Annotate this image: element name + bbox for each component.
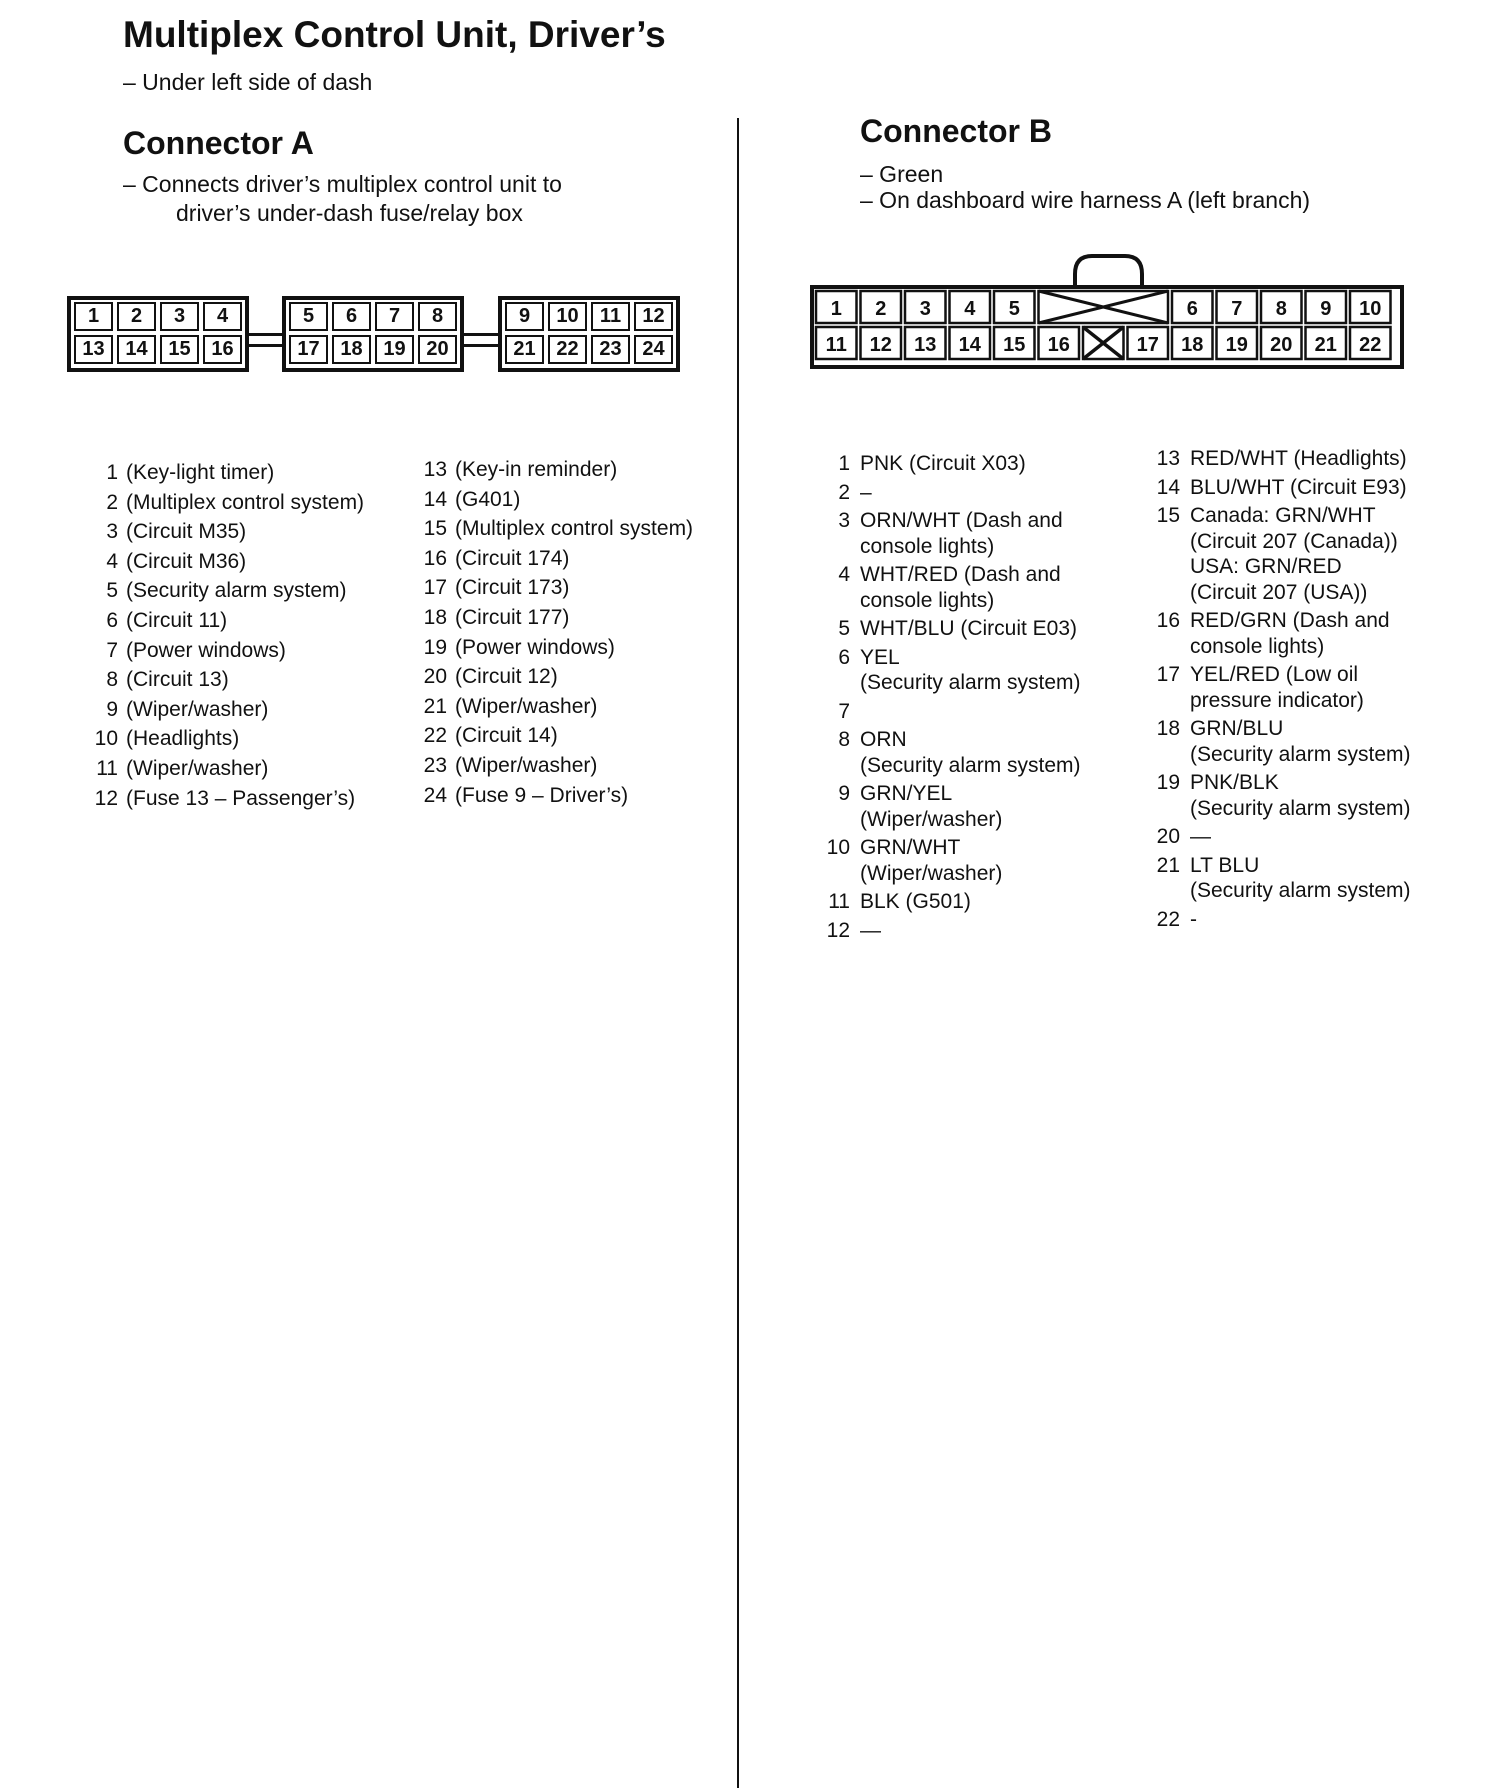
pin-number: 19 — [423, 635, 447, 659]
connector-b-pin-item — [820, 727, 1081, 778]
connector-a-pin-item — [422, 662, 693, 692]
pin-description — [1190, 662, 1364, 713]
pin-description-line: (Circuit 207 (Canada)) — [1190, 529, 1398, 553]
pin-description-line: console lights) — [1190, 634, 1325, 658]
connector-b-pin-item — [820, 699, 1081, 725]
pin-description — [860, 480, 872, 506]
connector-b-pin-label-18: 18 — [1181, 334, 1204, 356]
connector-b-pin-label-16: 16 — [1047, 334, 1070, 356]
pin-number: 7 — [838, 699, 850, 723]
pin-number: 8 — [838, 728, 850, 751]
column-divider — [737, 118, 739, 1788]
connector-a-pin-item — [93, 488, 364, 518]
pin-description: (Circuit 174) — [455, 546, 570, 570]
connector-a-pin-item — [93, 724, 364, 754]
pin-description — [860, 616, 1077, 642]
connector-a-pin-item — [93, 606, 364, 636]
connector-a-pin-1: 1 — [74, 302, 113, 331]
pin-description-line: (Circuit 207 (USA)) — [1190, 580, 1368, 604]
connector-b-pin-label-5: 5 — [1008, 298, 1020, 320]
pin-description — [860, 699, 866, 725]
connector-b-pin-label-1: 1 — [830, 298, 842, 320]
connector-a-pin-item — [422, 692, 693, 722]
pin-description-line: console lights) — [860, 588, 995, 612]
pin-description — [1190, 475, 1407, 501]
connector-b-pin-item — [1150, 503, 1411, 605]
pin-description-line: — — [860, 918, 881, 942]
pin-description — [860, 451, 1026, 477]
connector-a-description-line2: driver’s under-dash fuse/relay box — [176, 200, 523, 226]
connector-a-pin-13: 13 — [74, 335, 113, 364]
connector-b-pin-item — [820, 645, 1081, 696]
pin-description-line: (Security alarm system) — [860, 671, 1081, 694]
connector-b-pin-item — [1150, 907, 1411, 933]
pin-number: 2 — [838, 480, 850, 504]
pin-number: 9 — [838, 782, 850, 805]
connector-a-pin-item — [93, 517, 364, 547]
pin-description-line: (Wiper/washer) — [860, 861, 1003, 885]
pin-description: (Wiper/washer) — [455, 694, 598, 718]
connector-a-pin-item — [422, 721, 693, 751]
pin-description-line: YEL — [860, 645, 900, 669]
connector-b-pin-item — [820, 835, 1081, 886]
connector-a-pin-21: 21 — [505, 335, 544, 364]
connector-b-pin-label-2: 2 — [875, 298, 887, 320]
pin-description-line: PNK (Circuit X03) — [860, 452, 1026, 475]
connector-a-pin-23: 23 — [591, 335, 630, 364]
connector-a-pin-item — [93, 547, 364, 577]
connector-b-svg — [810, 250, 1410, 370]
connector-b-heading: Connector B — [860, 113, 1052, 149]
pin-description: (Wiper/washer) — [455, 753, 598, 777]
connector-a-pin-11: 11 — [591, 302, 630, 331]
connector-b-pin-label-21: 21 — [1314, 334, 1337, 356]
pin-description-line: console lights) — [860, 534, 995, 558]
pin-number: 21 — [1156, 853, 1180, 877]
pin-description — [1190, 503, 1398, 605]
pin-description: (Circuit M35) — [126, 520, 247, 544]
connector-b-pin-label-8: 8 — [1275, 298, 1287, 320]
connector-a-pin-item — [93, 665, 364, 695]
connector-a-pin-3: 3 — [160, 302, 199, 331]
connector-a-pin-7: 7 — [375, 302, 414, 331]
pin-description-line: pressure indicator) — [1190, 688, 1364, 712]
connector-b-pin-item — [820, 781, 1081, 832]
connector-a-pin-list-right — [422, 455, 693, 810]
pin-number: 21 — [423, 694, 447, 718]
pin-number: 6 — [838, 645, 850, 669]
pin-description: (Circuit 11) — [126, 608, 228, 632]
connector-a-pin-item — [93, 695, 364, 725]
pin-number: 10 — [94, 727, 118, 751]
pin-number: 9 — [106, 697, 118, 721]
pin-number: 20 — [423, 665, 447, 689]
pin-number: 8 — [106, 668, 118, 692]
connector-a-pin-20: 20 — [418, 335, 457, 364]
pin-number: 7 — [106, 638, 118, 662]
connector-b-pin-label-22: 22 — [1359, 334, 1382, 356]
pin-description-line: BLU/WHT (Circuit E93) — [1190, 475, 1407, 499]
pin-description-line: (Security alarm system) — [1190, 742, 1411, 766]
pin-description: (Circuit 177) — [455, 605, 570, 629]
connector-b-pin-item — [1150, 853, 1411, 904]
connector-b-pin-label-6: 6 — [1186, 298, 1198, 320]
pin-description: (Power windows) — [126, 638, 286, 662]
connector-b-lock-tab — [1075, 256, 1142, 287]
connector-a-pin-item — [93, 458, 364, 488]
connector-b-pin-item — [1150, 446, 1411, 472]
pin-description: (Fuse 13 – Passenger’s) — [126, 786, 356, 810]
pin-number: 4 — [106, 549, 118, 573]
pin-number: 23 — [423, 753, 447, 777]
pin-description-line: (Security alarm system) — [860, 753, 1081, 777]
connector-b-description-line1: – Green — [860, 161, 944, 187]
pin-description-line: ORN — [860, 728, 907, 751]
pin-description: (Power windows) — [455, 635, 615, 659]
pin-description-line: – — [860, 480, 872, 504]
pin-description — [1190, 853, 1411, 904]
pin-description-line: GRN/YEL — [860, 782, 953, 805]
pin-description: (Key-in reminder) — [455, 458, 618, 481]
pin-number: 22 — [1156, 907, 1180, 931]
connector-b-pin-item — [1150, 662, 1411, 713]
pin-number: 17 — [1156, 663, 1180, 686]
pin-description — [1190, 446, 1407, 472]
pin-description-line: GRN/BLU — [1190, 717, 1284, 740]
connector-b-pin-label-3: 3 — [919, 298, 931, 320]
pin-description — [860, 889, 971, 915]
pin-description-line: YEL/RED (Low oil — [1190, 663, 1359, 686]
connector-a-block-2 — [282, 296, 464, 372]
pin-description: (Wiper/washer) — [126, 756, 269, 780]
pin-description: (Key-light timer) — [126, 461, 275, 484]
pin-description — [860, 508, 1063, 559]
pin-description-line — [860, 699, 866, 725]
pin-number: 16 — [1156, 609, 1180, 632]
pin-number: 1 — [838, 452, 850, 475]
connector-a-pin-9: 9 — [505, 302, 544, 331]
pin-number: 12 — [94, 786, 118, 810]
location-note: – Under left side of dash — [123, 69, 373, 95]
connector-a-pin-item — [93, 636, 364, 666]
connector-b-description-line2: – On dashboard wire harness A (left branch) — [860, 187, 1311, 213]
pin-description: (Circuit 12) — [455, 665, 558, 689]
pin-description: (Circuit 14) — [455, 724, 558, 748]
pin-description — [860, 645, 1081, 696]
connector-a-pin-12: 12 — [634, 302, 673, 331]
connector-a-pin-list-left — [93, 458, 364, 813]
pin-description — [1190, 824, 1211, 850]
connector-a-pin-18: 18 — [332, 335, 371, 364]
pin-number: 15 — [1156, 504, 1180, 527]
pin-description-line: WHT/RED (Dash and — [860, 563, 1061, 586]
pin-number: 15 — [423, 517, 447, 541]
connector-b-pin-item — [820, 918, 1081, 944]
pin-number: 22 — [423, 724, 447, 748]
pin-description: (Wiper/washer) — [126, 697, 269, 721]
connector-a-link-line — [461, 333, 498, 336]
connector-b-pin-label-17: 17 — [1136, 334, 1159, 356]
pin-description — [860, 562, 1061, 613]
pin-number: 2 — [106, 490, 118, 514]
connector-a-pin-16: 16 — [203, 335, 242, 364]
pin-number: 20 — [1156, 825, 1180, 848]
connector-b-pin-label-7: 7 — [1231, 298, 1243, 320]
pin-description — [860, 781, 1002, 832]
pin-description: (Fuse 9 – Driver’s) — [455, 783, 629, 807]
connector-b-pin-label-14: 14 — [958, 334, 981, 356]
pin-number: 14 — [423, 487, 447, 511]
connector-a-pin-10: 10 — [548, 302, 587, 331]
pin-number: 16 — [423, 546, 447, 570]
connector-b-pin-list-right — [1150, 446, 1411, 935]
pin-description-line: RED/GRN (Dash and — [1190, 609, 1390, 632]
connector-b-pin-item — [820, 562, 1081, 613]
connector-a-pin-24: 24 — [634, 335, 673, 364]
connector-b-pin-item — [1150, 475, 1411, 501]
pin-number: 19 — [1156, 771, 1180, 794]
pin-number: 11 — [96, 756, 118, 780]
connector-a-pin-22: 22 — [548, 335, 587, 364]
pin-description: (Circuit 13) — [126, 668, 229, 692]
pin-description-line: - — [1190, 907, 1197, 931]
pin-description: (Headlights) — [126, 727, 240, 751]
pin-description-line: WHT/BLU (Circuit E03) — [860, 617, 1078, 640]
pin-description — [1190, 716, 1411, 767]
pin-description-line: GRN/WHT — [860, 836, 961, 859]
page-title: Multiplex Control Unit, Driver’s — [123, 14, 666, 55]
connector-b-pin-item — [820, 889, 1081, 915]
pin-description-line: USA: GRN/RED — [1190, 555, 1342, 578]
pin-number: 13 — [423, 458, 447, 481]
connector-a-pin-item — [422, 603, 693, 633]
pin-description-line: (Security alarm system) — [1190, 879, 1411, 902]
connector-b-pin-label-15: 15 — [1003, 334, 1026, 356]
pin-description-line: ORN/WHT (Dash and — [860, 509, 1063, 532]
connector-b-pin-label-4: 4 — [964, 298, 976, 320]
connector-a-pin-item — [422, 751, 693, 781]
connector-b-pin-label-9: 9 — [1320, 298, 1332, 320]
pin-description-line: RED/WHT (Headlights) — [1190, 447, 1407, 470]
connector-a-pin-17: 17 — [289, 335, 328, 364]
pin-number: 17 — [423, 576, 447, 600]
connector-a-pin-item — [422, 633, 693, 663]
connector-a-block-1 — [67, 296, 249, 372]
pin-number: 6 — [106, 608, 118, 632]
pin-description-line: BLK (G501) — [860, 890, 971, 913]
pin-description: (Circuit 173) — [455, 576, 570, 600]
connector-b-pin-list-left — [820, 451, 1081, 946]
pin-number: 5 — [838, 617, 850, 640]
connector-a-pin-item — [93, 784, 364, 814]
connector-a-pin-14: 14 — [117, 335, 156, 364]
connector-a-heading: Connector A — [123, 125, 314, 161]
pin-description: (Circuit M36) — [126, 549, 247, 573]
connector-b-pin-item — [820, 508, 1081, 559]
pin-number: 4 — [838, 563, 850, 586]
connector-a-pin-item — [422, 514, 693, 544]
connector-b-pin-label-13: 13 — [914, 334, 937, 356]
pin-number: 11 — [828, 890, 850, 913]
connector-a-pin-item — [422, 781, 693, 811]
connector-a-link-line — [245, 344, 282, 347]
connector-a-link-line — [461, 344, 498, 347]
pin-number: 5 — [106, 579, 118, 603]
pin-description: (G401) — [455, 487, 521, 511]
pin-number: 1 — [106, 461, 118, 484]
connector-a-pin-item — [93, 754, 364, 784]
pin-number: 13 — [1156, 447, 1180, 470]
connector-a-block-3 — [498, 296, 680, 372]
connector-a-pin-19: 19 — [375, 335, 414, 364]
pin-description — [860, 727, 1081, 778]
pin-description: (Security alarm system) — [126, 579, 347, 603]
pin-description-line: PNK/BLK — [1190, 771, 1279, 794]
pin-number: 3 — [838, 509, 850, 532]
pin-description: (Multiplex control system) — [455, 517, 694, 541]
pin-description: (Multiplex control system) — [126, 490, 365, 514]
connector-b-pin-label-11: 11 — [825, 334, 847, 356]
pin-description-line: (Security alarm system) — [1190, 796, 1411, 820]
pin-description-line: (Wiper/washer) — [860, 807, 1003, 831]
connector-a-pin-15: 15 — [160, 335, 199, 364]
connector-b-pin-item — [820, 616, 1081, 642]
connector-a-pin-item — [422, 485, 693, 515]
connector-b-pin-label-12: 12 — [869, 334, 892, 356]
pin-number: 14 — [1156, 475, 1180, 499]
connector-a-pin-2: 2 — [117, 302, 156, 331]
pin-description-line: — — [1190, 825, 1211, 848]
pin-description-line: Canada: GRN/WHT — [1190, 504, 1376, 527]
connector-a-pin-4: 4 — [203, 302, 242, 331]
connector-a-link-line — [245, 333, 282, 336]
connector-b-pin-label-19: 19 — [1225, 334, 1248, 356]
connector-b-pin-item — [820, 480, 1081, 506]
connector-a-pin-item — [422, 455, 693, 485]
pin-description — [1190, 907, 1197, 933]
pin-description — [1190, 608, 1390, 659]
connector-b-pin-item — [1150, 716, 1411, 767]
pin-number: 18 — [423, 605, 447, 629]
pin-number: 3 — [106, 520, 118, 544]
connector-a-pin-5: 5 — [289, 302, 328, 331]
connector-b-pin-item — [1150, 608, 1411, 659]
pin-description — [860, 918, 881, 944]
connector-b-pin-item — [1150, 824, 1411, 850]
pin-description — [1190, 770, 1411, 821]
connector-a-pin-8: 8 — [418, 302, 457, 331]
pin-description-line: LT BLU — [1190, 853, 1260, 877]
pin-number: 12 — [826, 918, 850, 942]
pin-number: 10 — [826, 836, 850, 859]
connector-b-pin-item — [1150, 770, 1411, 821]
connector-a-pin-6: 6 — [332, 302, 371, 331]
connector-a-pin-item — [93, 576, 364, 606]
connector-b-pin-item — [820, 451, 1081, 477]
connector-a-pin-item — [422, 573, 693, 603]
connector-a-pin-item — [422, 544, 693, 574]
connector-b-pin-label-10: 10 — [1359, 298, 1382, 320]
pin-number: 18 — [1156, 717, 1180, 740]
connector-a-description-line1: – Connects driver’s multiplex control unit to — [123, 171, 562, 197]
pin-number: 24 — [423, 783, 447, 807]
connector-b-pin-label-20: 20 — [1270, 334, 1293, 356]
pin-description — [860, 835, 1002, 886]
